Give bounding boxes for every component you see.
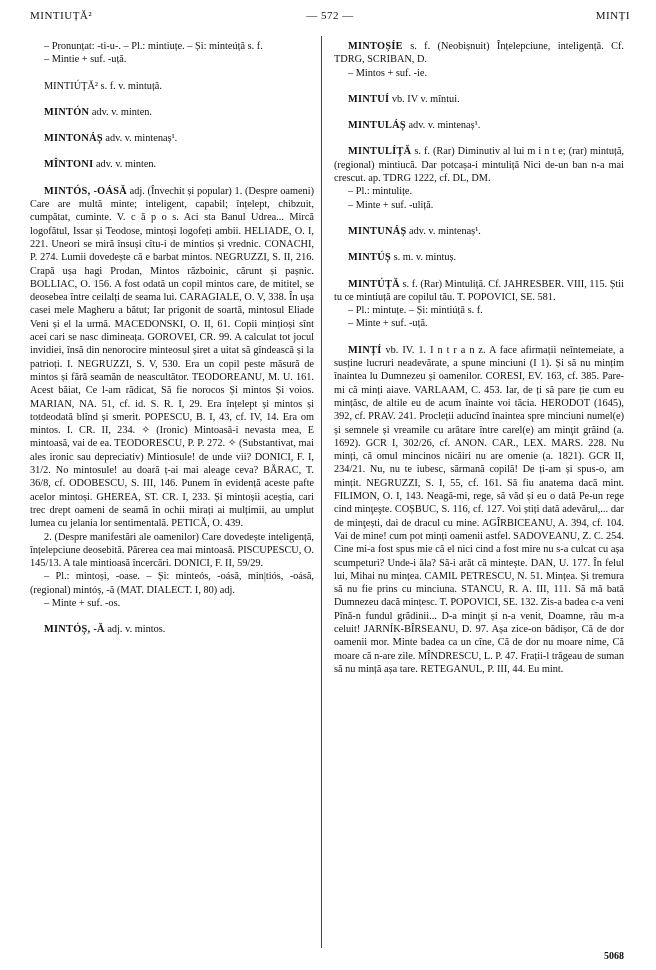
dictionary-entry (334, 145, 624, 211)
dictionary-entry (30, 158, 314, 171)
entry-text: MINTÚȘ s. m. v. mintuș. (348, 252, 457, 264)
dictionary-entry (334, 251, 624, 264)
right-column (334, 40, 624, 689)
dictionary-entry (334, 119, 624, 132)
entry-headword: MINTOȘÍE (348, 41, 403, 52)
entry-etymology: – Minte + suf. -os. (44, 597, 121, 609)
dictionary-entry (334, 344, 624, 676)
page-footer-number: 5068 (604, 951, 624, 962)
entry-etymology: – Minte + suf. -uliță. (348, 199, 434, 211)
entry-sense-1: MINTÓS, -OÁSĂ adj. (Învechit și popular) 1. (Despre oameni) Care are multă minte; inteligent, capabil; înțelept, chibzuit, cumpătat, cuminte. V. c ă p o s. Aci sta Banul Udrea... Mircă logofătul, Issar și Teodose, mintoși logofeți ambii. HELIADE, O. I, 221. Uneori se miră însuși cîtu-i de mintios și vrednic. CONACHI, P. 274. Lumii dovedește că e barbat mintos. NEGRUZZI, S. II, 216. Crapă ușa hagi Prodan, Mintos războinic, cărunt și pașnic. BOLLIAC, O. 156. A fost odată un copil mintos care, de mititel, se deosebea între ceilalți de seama lui. CARAGIALE, O. V, 338. În ușa casei mele Magheru a bătut; Iar prigonit de soartă, mintosul Eliade Veni și el la urmă. MACEDONSKI, O. II, 61. Copii mințioși sînt acei cari se nasc dimineața. GOROVEI, CR. 99. A calculat tot jocul invidiei, însă din nenorocire minteosul șiret a uitat să gîndească și la patrioți. I. NEGRUZZI, S. V, 530. Era un copil peste măsură de mintos și fără seamăn de neascultător. TEODOREANU, M. U. 161. Acest băiat, Ce l-am rădicat, Să fie norocos Și mintos Și voios. MARIAN, NA. 51, cf. id. S. R. I, 29. Era înțelept și mintos și totdeodată blînd și smerit. POPESCU, B. I, 43, cf. IV, 14. Era om mintos. I. CR. II, 234. ✧ (Ironic) Mintoasă-i nevasta mea, E mintoasă, vai de ea. TEODORESCU, P. P. 272. ✧ (Substantivat, mai ales ironic sau depreciativ) Mintiosule! de unde vii? DONICI, F. I, 31/2. No mintosule! au doară ț-ai mai aleage ceva? BĂRAC, T. 36/8, cf. ODOBESCU, S. III, 146. Punem în evidență aceste pafte acelor mintoși. GHEREA, ST. CR. I, 233. Și mintoșii aceștia, cari trec drept oameni de seamă în ochii mirați ai mulțimii, au umplut lumea cu jelania lor sentimentală. PETICĂ, O. 439. (30, 185, 314, 530)
entry-text: MÎNTONI adv. v. minten. (44, 159, 157, 171)
entry-headword: MINTÓȘ, -Ă (44, 624, 105, 636)
dictionary-entry (334, 278, 624, 331)
entry-headword: MINTÓS, -OÁSĂ (44, 185, 127, 197)
entry-headword: MINTULÍȚĂ (348, 146, 412, 158)
entry-definition: MINȚÍ vb. IV. 1. I n t r a n z. A face afirmații neîntemeiate, a susține lucruri neadevărate, a spune minciuni (I 1). Și să nu mințim înaintea lu Dumnezeu și oamenilor. CORESI, EV. 163, cf. 385. Pare-mi că minți aiave. VARLAAM, C. 453. Iar, de ți să pare ție cum eu mințăsc, de altile eu de acum înainte voi tăcia. HERODOT (1645), 392, cf. PRAV. 241. Procleții aducînd înaintea spre minciuni numel(e) și semnele și vreamile cu arătare între carel(e) am minţit grăind (a. 1692). GCR I, 302/26, cf. ANON. CAR., LEX. MARS. 228. Nu minți, că omul mincinos nicăiri nu are omenie (a. 1821). GCR II, 234/21. Nu, nu te iubesc, sărmană copilă! De ți-am și spus-o, am mințit. NEGRUZZI, S. I, 55, cf. 161. Să fiu anatema dacă mint. FILIMON, O. I, 143. Neagă-mi, rege, să văd și eu o dată Pe-un rege cind minţeşte. COȘBUC, S. 116, cf. 127. Voi știți dată adevărul,... dar de minţești, dai de dracul cu mine. AGÎRBICEANU, A. 394, cf. 104. Vai de mine! cum pot minți oamenii astfel. SADOVEANU, Z. C. 254. Cine mi-a fost spus mie că el nici cind a fost mire nu s-a culcat cu așa scumpeturi? Unde-i ăla? Să-i arăt că mintește. DAN, U. 177. În felul lui, Mihai nu mințea. CAMIL PETRESCU, N. 51. Mințea. Și tremura să nu fie prins cu minciuna. STANCU, R. A. III, 111. Să mă bată Dumnezeu dacă mințesc. T. POPOVICI, SE. 132. Zis-a badea c-a veni Pînă-n fundul grădinii... D-a minţit și n-a venit, Doamne, rău m-a celuit! JARNÍK-BÎRSEANU, D. 97. Așa zice-on bădișor, Că de dor oamenii mor. Minte badea ca un cîne, Că de dor nu moare nime, Că moare că n-are zile. MÎNDRESCU, L. P. 47. Frații-l trăgeau de suman să nu mință așa tare. RETEGANUL, P. III, 44. Eu mint. (334, 344, 624, 675)
entry-headword: MINTÓN (44, 106, 90, 118)
entry-text: MINTUÍ vb. IV v. mîntui. (348, 93, 460, 105)
entry-headword: MINTONÁȘ (44, 133, 103, 145)
dictionary-entry (30, 80, 314, 93)
entry-text: MINTÓN adv. v. minten. (44, 106, 153, 118)
entry-headword: MINTÚȚĂ (348, 278, 400, 290)
entry-headword: MINTUÍ (348, 93, 390, 105)
entry-plural: – Pl.: mintoși, -oase. – Și: minteós, -oásă, min|tiós, -oásă, (regional) mintóș, -ă (MAT. DIALECT. I, 80) adj. (30, 571, 314, 596)
dictionary-entry (334, 225, 624, 238)
entry-definition: MINTÚȚĂ s. f. (Rar) Mintuliță. Cf. JAHRESBER. VIII, 115. Știi tu ce mintiuță are copilul tău. T. POPOVICI, SE. 581. (334, 278, 624, 303)
entry-headword: MÎNTONI (44, 159, 94, 171)
dictionary-entry (30, 185, 314, 611)
column-divider (321, 36, 322, 948)
dictionary-entry (334, 93, 624, 106)
entry-etymology: – Mintos + suf. -ie. (348, 67, 428, 79)
entry-headword: MINTÚȘ (348, 252, 391, 264)
entry-text: MINTIÚȚĂ² s. f. v. mintuță. (44, 80, 162, 92)
entry-text: MINTUNÁȘ adv. v. mintenaș¹. (348, 225, 481, 237)
entry-etymology: – Mintie + suf. -uță. (44, 54, 127, 66)
left-column (30, 40, 314, 650)
entry-pronunciation: – Pronunțat: -ti-u-. – Pl.: mintiuțe. – Și: minteúță s. f. (44, 41, 263, 52)
dictionary-entry (334, 40, 624, 80)
entry-headword: MINTUNÁȘ (348, 225, 407, 237)
entry-headword: MINȚÍ (348, 344, 382, 356)
entry-text: MINTULÁȘ adv. v. mintenaș¹. (348, 120, 481, 132)
dictionary-entry (30, 623, 314, 636)
page-header (30, 8, 630, 26)
header-left-guideword: MINTIUȚĂ² (30, 10, 93, 22)
entry-definition: MINTOȘÍE s. f. (Neobișnuit) Înțelepciune, inteligență. Cf. TDRG, SCRIBAN, D. (334, 41, 624, 66)
entry-plural: – Pl.: mintulițe. (348, 186, 413, 198)
entry-sense-2: 2. (Despre manifestări ale oamenilor) Care dovedește inteligență, înțelepciune deosebită. Părerea cea mai mintoasă. PISCUPESCU, O. 145/13. A tale mintioasă încercări. DONICI, F. II, 59/29. (30, 531, 314, 570)
entry-definition: MINTULÍȚĂ s. f. (Rar) Diminutiv al lui m i n t e; (rar) mintuță, (regional) mintiucă. Dar potcașa-i mintuliță Nici de-un ban n-a mai crescut. ap. TDRG 1222, cf. DL, DM. (334, 146, 624, 185)
dictionary-entry (30, 132, 314, 145)
header-right-guideword: MINȚI (595, 10, 630, 22)
dictionary-entry (30, 106, 314, 119)
entry-plural: – Pl.: mintuțe. – Și: mintiúță s. f. (348, 305, 483, 317)
header-page-number: — 572 — (306, 10, 354, 22)
entry-text: MINTÓȘ, -Ă adj. v. mintos. (44, 624, 166, 636)
entry-text: MINTONÁȘ adv. v. mintenaș¹. (44, 133, 178, 145)
dictionary-entry (30, 40, 314, 67)
entry-headword: MINTULÁȘ (348, 120, 406, 132)
entry-etymology: – Minte + suf. -uță. (348, 318, 428, 330)
